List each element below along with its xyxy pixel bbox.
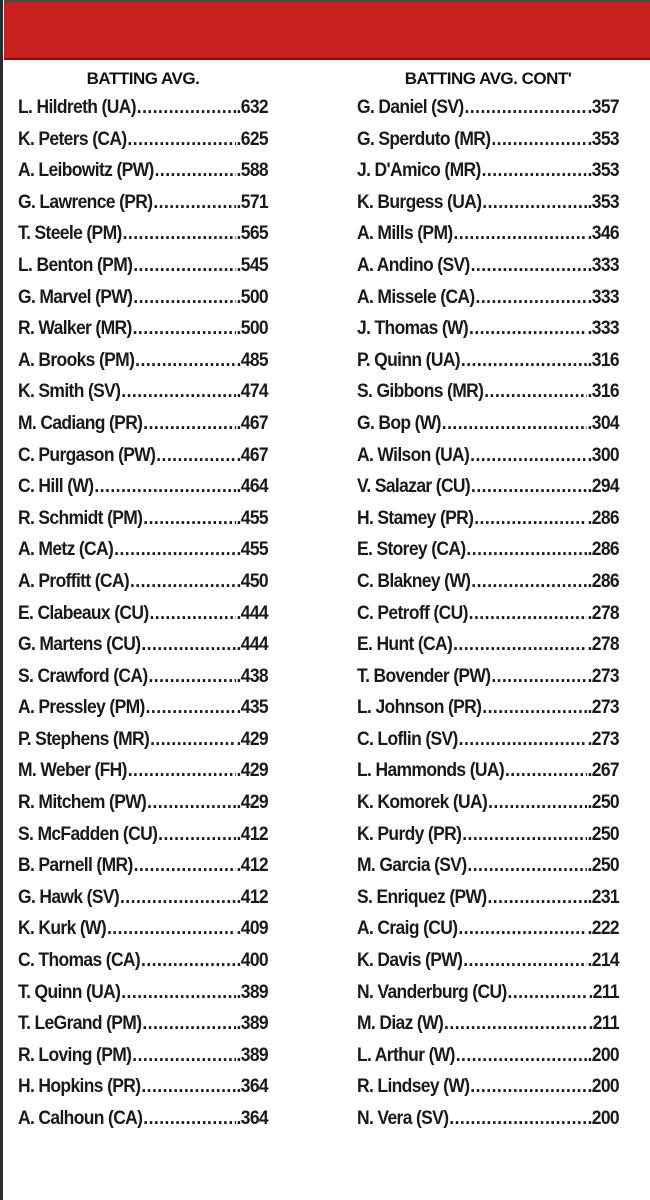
player-name: H. Hopkins (PR)	[18, 1076, 141, 1098]
batting-average: .438	[236, 665, 269, 687]
dot-leader	[153, 187, 235, 219]
player-name: T. Quinn (UA)	[18, 981, 121, 1003]
dot-leader	[449, 1103, 586, 1135]
column-title: BATTING AVG. CONT'	[404, 69, 572, 88]
dot-leader	[471, 566, 586, 598]
stat-row	[18, 534, 268, 566]
dot-leader	[466, 534, 586, 566]
dot-leader	[121, 977, 235, 1009]
player-name: E. Hunt (CA)	[357, 634, 453, 656]
player-name: A. Metz (CA)	[18, 539, 114, 561]
player-name: A. Pressley (PM)	[18, 697, 145, 719]
batting-average: .211	[588, 981, 619, 1003]
player-name: R. Loving (PM)	[18, 1044, 132, 1066]
player-name: C. Thomas (CA)	[18, 950, 141, 972]
stat-row	[18, 755, 268, 787]
stat-row	[18, 440, 268, 472]
stat-row	[18, 850, 268, 882]
batting-average: .412	[236, 886, 269, 908]
stat-row	[18, 787, 268, 819]
dot-leader	[471, 471, 587, 503]
batting-average: .389	[236, 1013, 269, 1035]
player-name: A. Wilson (UA)	[357, 444, 470, 466]
batting-average: .316	[587, 349, 619, 371]
stat-row	[357, 661, 619, 693]
batting-average: .565	[236, 223, 269, 245]
stat-row	[357, 155, 619, 187]
player-name: T. Steele (PM)	[18, 223, 122, 245]
batting-average: .455	[236, 539, 269, 561]
dot-leader	[133, 250, 235, 282]
stat-row	[18, 503, 268, 535]
dot-leader	[123, 218, 236, 250]
dot-leader	[482, 187, 586, 219]
batting-average: .333	[587, 318, 619, 340]
batting-average: .333	[587, 286, 619, 308]
stat-row	[18, 692, 268, 724]
batting-average: .400	[236, 950, 269, 972]
batting-average: .455	[236, 507, 269, 529]
dot-leader	[459, 724, 587, 756]
stat-row	[357, 566, 619, 598]
stat-row	[357, 440, 619, 472]
dot-leader	[487, 882, 586, 914]
player-name: L. Hildreth (UA)	[18, 97, 136, 118]
dot-leader	[484, 376, 586, 408]
stat-row	[357, 1008, 619, 1040]
player-name: K. Kurk (W)	[18, 918, 107, 940]
batting-average: .278	[587, 602, 619, 624]
batting-avg-cont-list	[357, 92, 619, 1135]
player-name: G. Hawk (SV)	[18, 886, 120, 908]
batting-average: .444	[236, 602, 269, 624]
player-name: S. Crawford (CA)	[18, 665, 148, 687]
dot-leader	[488, 787, 587, 819]
dot-leader	[133, 313, 236, 345]
dot-leader	[470, 440, 586, 472]
batting-average: .286	[587, 507, 619, 529]
player-name: S. McFadden (CU)	[18, 823, 158, 845]
player-name: T. LeGrand (PM)	[18, 1013, 142, 1035]
player-name: G. Bop (W)	[357, 412, 441, 434]
dot-leader	[114, 534, 236, 566]
player-name: C. Blakney (W)	[357, 570, 471, 592]
dot-leader	[469, 598, 587, 630]
player-name: L. Hammonds (UA)	[357, 760, 505, 782]
batting-average: .435	[236, 697, 269, 719]
batting-average: .353	[587, 191, 619, 213]
stat-row	[357, 913, 619, 945]
left-border	[0, 0, 3, 1200]
stat-row	[18, 1103, 268, 1135]
player-name: A. Calhoun (CA)	[18, 1108, 143, 1129]
stat-row	[18, 629, 268, 661]
batting-average: .273	[587, 728, 619, 750]
batting-average: .464	[236, 476, 269, 498]
dot-leader	[482, 692, 586, 724]
dot-leader	[467, 850, 586, 882]
batting-average: .286	[587, 539, 619, 561]
header-banner	[4, 0, 650, 60]
stat-row	[357, 250, 619, 282]
dot-leader	[128, 755, 236, 787]
dot-leader	[476, 282, 587, 314]
player-name: K. Davis (PW)	[357, 950, 463, 972]
dot-leader	[508, 977, 588, 1009]
dot-leader	[458, 913, 586, 945]
batting-average: .545	[236, 254, 269, 276]
stat-row	[18, 376, 268, 408]
dot-leader	[134, 850, 236, 882]
player-name: M. Garcia (SV)	[357, 855, 467, 877]
dot-leader	[156, 440, 235, 472]
stat-row	[18, 913, 268, 945]
stat-row	[18, 124, 268, 156]
player-name: L. Arthur (W)	[357, 1044, 455, 1066]
stat-row	[18, 1071, 268, 1103]
dot-leader	[147, 787, 235, 819]
stat-row	[18, 282, 268, 314]
batting-average: .304	[587, 412, 619, 434]
dot-leader	[107, 913, 236, 945]
batting-average: .450	[236, 570, 269, 592]
batting-average: .214	[587, 950, 619, 972]
stat-row	[357, 945, 619, 977]
stat-row	[357, 92, 619, 124]
player-name: K. Smith (SV)	[18, 381, 121, 403]
dot-leader	[133, 282, 235, 314]
player-name: K. Burgess (UA)	[357, 191, 482, 213]
player-name: A. Leibowitz (PW)	[18, 160, 154, 182]
player-name: A. Missele (CA)	[357, 286, 475, 308]
batting-avg-column	[18, 66, 268, 1135]
dot-leader	[143, 503, 235, 535]
dot-leader	[491, 124, 586, 156]
stat-row	[357, 187, 619, 219]
dot-leader	[148, 661, 235, 693]
batting-average: .500	[236, 286, 269, 308]
player-name: R. Lindsey (W)	[357, 1076, 470, 1098]
player-name: G. Lawrence (PR)	[18, 191, 153, 213]
player-name: G. Sperduto (MR)	[357, 128, 491, 150]
batting-average: .412	[236, 823, 269, 845]
player-name: C. Hill (W)	[18, 476, 94, 498]
batting-average: .429	[236, 728, 269, 750]
dot-leader	[461, 345, 587, 377]
stat-row	[357, 819, 619, 851]
dot-leader	[141, 945, 236, 977]
dot-leader	[141, 1071, 235, 1103]
batting-average: .500	[236, 318, 269, 340]
stat-row	[18, 250, 268, 282]
stat-row	[357, 408, 619, 440]
player-name: S. Gibbons (MR)	[357, 381, 484, 403]
batting-average: .333	[587, 254, 619, 276]
stat-row	[357, 1071, 619, 1103]
batting-average: .625	[236, 128, 269, 150]
player-name: A. Craig (CU)	[357, 918, 458, 940]
batting-average: .364	[236, 1108, 269, 1129]
batting-avg-cont-column	[357, 66, 619, 1135]
stat-row	[18, 155, 268, 187]
dot-leader	[143, 408, 235, 440]
stat-row	[18, 819, 268, 851]
dot-leader	[150, 724, 236, 756]
batting-average: .300	[587, 444, 619, 466]
dot-leader	[453, 629, 587, 661]
stat-row	[18, 218, 268, 250]
dot-leader	[146, 692, 236, 724]
stat-row	[357, 598, 619, 630]
dot-leader	[120, 882, 236, 914]
dot-leader	[149, 598, 235, 630]
player-name: V. Salazar (CU)	[357, 476, 471, 498]
batting-average: .429	[236, 792, 269, 814]
stat-row	[18, 408, 268, 440]
column-title: BATTING AVG.	[86, 69, 200, 88]
dot-leader	[143, 1103, 235, 1135]
player-name: K. Komorek (UA)	[357, 792, 488, 814]
batting-average: .467	[236, 412, 269, 434]
batting-average: .389	[236, 1044, 269, 1066]
player-name: P. Stephens (MR)	[18, 728, 150, 750]
player-name: M. Diaz (W)	[357, 1013, 444, 1035]
player-name: M. Weber (FH)	[18, 760, 127, 782]
player-name: N. Vera (SV)	[357, 1108, 449, 1129]
batting-average: .353	[587, 128, 619, 150]
stat-row	[18, 882, 268, 914]
batting-average: .412	[236, 855, 269, 877]
stat-row	[357, 882, 619, 914]
batting-average: .429	[236, 760, 269, 782]
batting-average: .200	[587, 1076, 619, 1098]
dot-leader	[137, 92, 236, 124]
batting-average: .364	[236, 1076, 269, 1098]
stat-row	[18, 345, 268, 377]
batting-average: .273	[587, 665, 619, 687]
stat-row	[357, 313, 619, 345]
dot-leader	[132, 1040, 235, 1072]
player-name: C. Purgason (PW)	[18, 444, 156, 466]
batting-average: .316	[587, 381, 619, 403]
dot-leader	[158, 819, 235, 851]
dot-leader	[135, 345, 235, 377]
stat-row	[357, 787, 619, 819]
stat-row	[18, 1040, 268, 1072]
player-name: K. Peters (CA)	[18, 128, 127, 150]
dot-leader	[470, 1071, 586, 1103]
dot-leader	[155, 155, 236, 187]
stat-row	[357, 724, 619, 756]
player-name: E. Clabeaux (CU)	[18, 602, 149, 624]
batting-average: .200	[587, 1108, 619, 1129]
player-name: T. Bovender (PW)	[357, 665, 491, 687]
player-name: M. Cadiang (PR)	[18, 412, 143, 434]
batting-average: .273	[587, 697, 619, 719]
player-name: C. Loflin (SV)	[357, 728, 458, 750]
batting-average: .250	[587, 792, 619, 814]
batting-average: .250	[587, 855, 619, 877]
batting-average: .286	[587, 570, 619, 592]
batting-average: .211	[588, 1013, 619, 1035]
stat-row	[357, 282, 619, 314]
stat-row	[357, 755, 619, 787]
stat-row	[18, 661, 268, 693]
player-name: H. Stamey (PR)	[357, 507, 474, 529]
batting-average: .409	[236, 918, 269, 940]
stat-row	[18, 187, 268, 219]
dot-leader	[444, 1008, 588, 1040]
batting-average: .389	[236, 981, 269, 1003]
player-name: J. D'Amico (MR)	[357, 160, 481, 182]
stat-row	[18, 566, 268, 598]
dot-leader	[491, 661, 586, 693]
stat-row	[18, 313, 268, 345]
player-name: R. Schmidt (PM)	[18, 507, 143, 529]
batting-average: .444	[236, 634, 269, 656]
batting-avg-list	[18, 92, 268, 1135]
dot-leader	[442, 408, 587, 440]
dot-leader	[464, 92, 586, 124]
stat-row	[357, 124, 619, 156]
batting-average: .353	[587, 160, 619, 182]
player-name: J. Thomas (W)	[357, 318, 469, 340]
batting-average: .200	[587, 1044, 619, 1066]
dot-leader	[456, 1040, 587, 1072]
stat-row	[357, 977, 619, 1009]
stat-row	[357, 1103, 619, 1135]
dot-leader	[121, 376, 235, 408]
stat-row	[18, 598, 268, 630]
stat-row	[357, 534, 619, 566]
batting-average: .231	[587, 886, 619, 908]
stat-row	[357, 692, 619, 724]
batting-average: .632	[236, 97, 269, 118]
stat-row	[357, 218, 619, 250]
stat-row	[18, 945, 268, 977]
stat-row	[357, 850, 619, 882]
stat-row	[18, 471, 268, 503]
dot-leader	[130, 566, 236, 598]
dot-leader	[471, 250, 587, 282]
stat-row	[357, 471, 619, 503]
player-name: B. Parnell (MR)	[18, 855, 133, 877]
dot-leader	[141, 629, 235, 661]
stat-row	[357, 376, 619, 408]
player-name: L. Benton (PM)	[18, 254, 133, 276]
batting-average: .250	[587, 823, 619, 845]
batting-average: .485	[236, 349, 269, 371]
batting-average: .474	[236, 381, 269, 403]
stat-row	[18, 92, 268, 124]
player-name: A. Mills (PM)	[357, 223, 453, 245]
player-name: G. Daniel (SV)	[357, 97, 464, 118]
stat-row	[357, 1040, 619, 1072]
player-name: P. Quinn (UA)	[357, 349, 460, 371]
stat-row	[18, 724, 268, 756]
dot-leader	[474, 503, 586, 535]
dot-leader	[94, 471, 235, 503]
player-name: K. Purdy (PR)	[357, 823, 462, 845]
dot-leader	[142, 1008, 235, 1040]
player-name: L. Johnson (PR)	[357, 697, 482, 719]
stat-row	[357, 345, 619, 377]
dot-leader	[453, 218, 586, 250]
player-name: A. Brooks (PM)	[18, 349, 135, 371]
batting-average: .294	[587, 476, 619, 498]
stat-row	[18, 1008, 268, 1040]
player-name: A. Andino (SV)	[357, 254, 470, 276]
player-name: R. Walker (MR)	[18, 318, 132, 340]
batting-average: .357	[587, 97, 619, 118]
player-name: E. Storey (CA)	[357, 539, 466, 561]
player-name: C. Petroff (CU)	[357, 602, 468, 624]
dot-leader	[505, 755, 587, 787]
batting-average: .278	[587, 634, 619, 656]
dot-leader	[127, 124, 235, 156]
batting-average: .588	[236, 160, 269, 182]
batting-average: .222	[587, 918, 619, 940]
dot-leader	[469, 313, 587, 345]
player-name: N. Vanderburg (CU)	[357, 981, 507, 1003]
stat-row	[357, 503, 619, 535]
dot-leader	[463, 945, 586, 977]
batting-average: .267	[587, 760, 619, 782]
player-name: G. Marvel (PW)	[18, 286, 133, 308]
player-name: S. Enriquez (PW)	[357, 886, 487, 908]
player-name: A. Proffitt (CA)	[18, 570, 130, 592]
batting-average: .571	[236, 191, 269, 213]
stat-row	[18, 977, 268, 1009]
player-name: R. Mitchem (PW)	[18, 792, 147, 814]
batting-average: .467	[236, 444, 269, 466]
dot-leader	[482, 155, 587, 187]
player-name: G. Martens (CU)	[18, 634, 141, 656]
stat-row	[357, 629, 619, 661]
dot-leader	[462, 819, 586, 851]
batting-average: .346	[587, 223, 619, 245]
